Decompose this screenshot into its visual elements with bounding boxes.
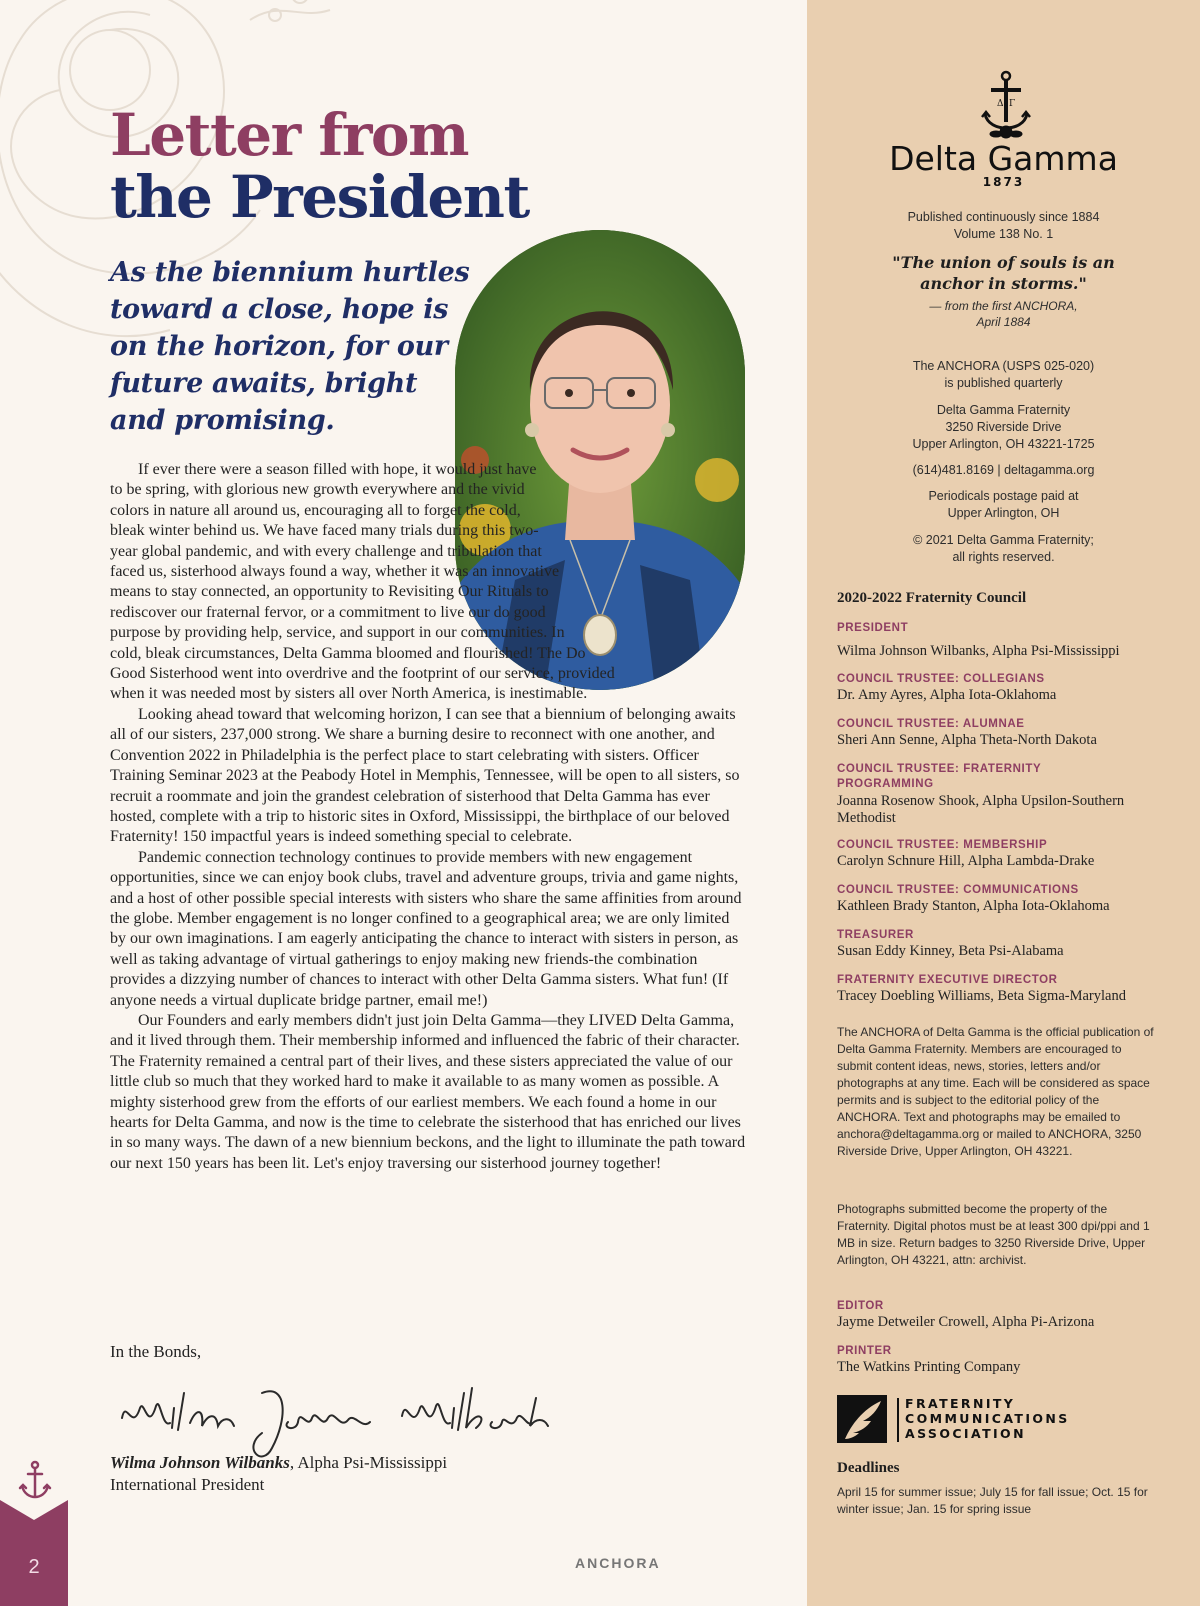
council-heading: 2020-2022 Fraternity Council bbox=[837, 590, 1027, 606]
quote-source-line-1: — from the first ANCHORA, bbox=[929, 299, 1078, 313]
postage-line-2: Upper Arlington, OH bbox=[947, 506, 1060, 520]
letter-body bbox=[110, 460, 746, 1174]
motto-quote bbox=[807, 252, 1200, 294]
letter-paragraph-1: If ever there were a season filled with hope, it would just have to be spring, with glorious new growth everywhere and the vivid colors in nature all around us, encouraging all to forget the cold, bleak winter behind us. We have faced many trials during this two-year global pandemic, and with every challenge and tribulation that faced us, sisterhood always found a way, whether it was an innovative means to stay connected, an opportunity to Revisiting Our Rituals to rediscover our fraternal fervor, or a commitment to live our do good purpose by providing help, service, and support in our communities. In cold, bleak circumstances, Delta Gamma bloomed and flourished! The Do Good Sisterhood went into overdrive and the footprint of our service, provided when it was needed most by sisters all over North America, is inestimable. bbox=[110, 461, 615, 703]
council-member-name: Carolyn Schnure Hill, Alpha Lambda-Drake bbox=[837, 853, 1095, 869]
handwritten-signature bbox=[112, 1378, 552, 1458]
council-member-name: Susan Eddy Kinney, Beta Psi-Alabama bbox=[837, 943, 1064, 959]
council-role: COUNCIL TRUSTEE: MEMBERSHIP bbox=[837, 839, 1048, 851]
editorial-policy: The ANCHORA of Delta Gamma is the official publication of Delta Gamma Fraternity. Members are encouraged to submit content ideas, news, stories, letters and/or photographs at any time. Each will be considered as space permits and is subject to the editorial policy of the ANCHORA. Text and photographs may be emailed to anchora@deltagamma.org or mailed to ANCHORA, 3250 Riverside Drive, Upper Arlington, OH 43221. bbox=[837, 1025, 1154, 1158]
page-number: 2 bbox=[28, 1556, 40, 1578]
mailing-address bbox=[807, 402, 1200, 453]
publication-info bbox=[807, 209, 1200, 243]
fca-line-3: ASSOCIATION bbox=[905, 1426, 1026, 1441]
postage-info bbox=[807, 488, 1200, 522]
title-line-2: the President bbox=[110, 163, 529, 231]
printer-name: The Watkins Printing Company bbox=[837, 1359, 1021, 1375]
letter-paragraph-2: Looking ahead toward that welcoming horizon, I can see that a biennium of belonging awaits all of our sisters, 237,000 strong. We share a burning desire to reconnect with one another, and Convention 2022 in Philadelphia is the perfect place to start celebrating with sisters. Officer Training Seminar 2023 at the Peabody Hotel in Memphis, Tennessee, will be open to all sisters, so recruit a roommate and join the grandest celebration of sisterhood that Delta Gamma has ever hosted, complete with a trip to historic sites in Oxford, Mississippi, the birthplace of our beloved Fraternity! 150 impactful years is indeed something special to celebrate. bbox=[110, 705, 740, 846]
signer-block bbox=[110, 1452, 447, 1496]
usps-info bbox=[807, 358, 1200, 392]
page-title bbox=[110, 101, 529, 231]
editor-role: EDITOR bbox=[837, 1300, 884, 1312]
signer-name: Wilma Johnson Wilbanks bbox=[110, 1453, 290, 1472]
council-member-name: Joanna Rosenow Shook, Alpha Upsilon-Southern Methodist bbox=[837, 793, 1125, 826]
council-member-name: Kathleen Brady Stanton, Alpha Iota-Oklahoma bbox=[837, 898, 1110, 914]
page-number-tab bbox=[0, 1500, 68, 1606]
fca-divider bbox=[897, 1398, 899, 1442]
volume: Volume 138 No. 1 bbox=[953, 227, 1054, 241]
delta-gamma-anchor-icon bbox=[977, 70, 1035, 142]
contact-line: (614)481.8169 | deltagamma.org bbox=[912, 463, 1095, 477]
signer-title: International President bbox=[110, 1475, 265, 1494]
fca-wordmark bbox=[905, 1396, 1070, 1441]
postage-line-1: Periodicals postage paid at bbox=[928, 489, 1079, 503]
letter-paragraph-4: Our Founders and early members didn't just join Delta Gamma—they LIVED Delta Gamma, and it lived through them. Their membership informed and influenced the fabric of their character. The Fraternity remained a central part of their lives, and these sisters appreciated the value of our little club so much that they worked hard to make it available to as many women as possible. A mighty sisterhood grew from the efforts of our earliest members. We each found a home in our hearts for Delta Gamma, and now is the time to celebrate the sisterhood that has enriched our lives in so many ways. The dawn of a new biennium beckons, and the light to illuminate the path toward our next 150 years has been lit. Let's enjoy traversing our sisterhood journey together! bbox=[110, 1011, 746, 1172]
council-role: FRATERNITY EXECUTIVE DIRECTOR bbox=[837, 974, 1058, 986]
subtitle: As the biennium hurtles toward a close, hope is on the horizon, for our future awaits, bright and promising. bbox=[110, 257, 470, 436]
council-member-name: Tracey Doebling Williams, Beta Sigma-Maryland bbox=[837, 988, 1126, 1004]
council-role: COUNCIL TRUSTEE: ALUMNAE bbox=[837, 718, 1025, 730]
copyright bbox=[807, 532, 1200, 566]
address-line-1: Delta Gamma Fraternity bbox=[936, 403, 1071, 417]
brand-year: 1873 bbox=[982, 175, 1025, 189]
address-line-3: Upper Arlington, OH 43221-1725 bbox=[912, 437, 1095, 451]
council-member-name: Sheri Ann Senne, Alpha Theta-North Dakota bbox=[837, 732, 1097, 748]
deadlines-text: April 15 for summer issue; July 15 for fall issue; Oct. 15 for winter issue; Jan. 15 for spring issue bbox=[837, 1485, 1148, 1516]
quote-line-1: "The union of souls is an bbox=[892, 253, 1115, 272]
usps-line-2: is published quarterly bbox=[944, 376, 1063, 390]
anchor-icon bbox=[18, 1460, 52, 1500]
address-line-2: 3250 Riverside Drive bbox=[945, 420, 1062, 434]
title-line-1: Letter from bbox=[110, 101, 468, 169]
council-member-name: Dr. Amy Ayres, Alpha Iota-Oklahoma bbox=[837, 687, 1057, 703]
copyright-line-2: all rights reserved. bbox=[952, 550, 1055, 564]
masthead-column bbox=[807, 0, 1200, 1606]
closing-salutation: In the Bonds, bbox=[110, 1342, 202, 1361]
editor-name: Jayme Detweiler Crowell, Alpha Pi-Arizona bbox=[837, 1314, 1095, 1330]
deadlines-heading: Deadlines bbox=[837, 1460, 900, 1476]
fca-line-2: COMMUNICATIONS bbox=[905, 1411, 1070, 1426]
printer-role: PRINTER bbox=[837, 1345, 892, 1357]
magazine-footer-label: ANCHORA bbox=[575, 1555, 661, 1571]
council-member-name: Wilma Johnson Wilbanks, Alpha Psi-Mississippi bbox=[837, 643, 1120, 659]
quote-source bbox=[807, 298, 1200, 330]
copyright-line-1: © 2021 Delta Gamma Fraternity; bbox=[913, 533, 1094, 547]
council-role: TREASURER bbox=[837, 929, 914, 941]
council-role: PRESIDENT bbox=[837, 622, 909, 634]
fca-feather-logo-icon bbox=[837, 1395, 887, 1443]
svg-text:Δ: Δ bbox=[997, 99, 1004, 109]
signer-line bbox=[110, 1452, 447, 1474]
photo-policy: Photographs submitted become the property of the Fraternity. Digital photos must be at least 300 dpi/ppi and 1 MB in size. Return badges to 3250 Riverside Drive, Upper Arlington, OH 43221, attn: archivist. bbox=[837, 1202, 1150, 1267]
signer-chapter: , Alpha Psi-Mississippi bbox=[289, 1453, 448, 1472]
fca-line-1: FRATERNITY bbox=[905, 1396, 1016, 1411]
svg-text:Γ: Γ bbox=[1009, 99, 1016, 109]
letter-paragraph-3: Pandemic connection technology continues to provide members with new engagement opportunities, since we can enjoy book clubs, travel and adventure groups, trivia and game nights, and a host of other possible special interests with sisters who share the same affinities from around the globe. Member engagement is no longer confined to a geographical area; we are only limited by our own imaginations. I am eagerly anticipating the chance to interact with sisters in person, as well as taking advantage of virtual gatherings to enjoy making new friends-the combination provides a dizzying number of chances to interact with other Delta Gamma sisters. What fun! (If anyone needs a virtual duplicate bridge partner, email me!) bbox=[110, 848, 742, 1009]
brand-wordmark: Delta Gamma bbox=[889, 139, 1118, 178]
published-since: Published continuously since 1884 bbox=[907, 210, 1100, 224]
usps-line-1: The ANCHORA (USPS 025-020) bbox=[912, 359, 1095, 373]
council-role: COUNCIL TRUSTEE: COMMUNICATIONS bbox=[837, 884, 1079, 896]
council-role: COUNCIL TRUSTEE: FRATERNITY PROGRAMMING bbox=[837, 763, 1042, 790]
quote-line-2: anchor in storms." bbox=[920, 274, 1087, 293]
council-role: COUNCIL TRUSTEE: COLLEGIANS bbox=[837, 673, 1045, 685]
quote-source-line-2: April 1884 bbox=[976, 315, 1031, 329]
